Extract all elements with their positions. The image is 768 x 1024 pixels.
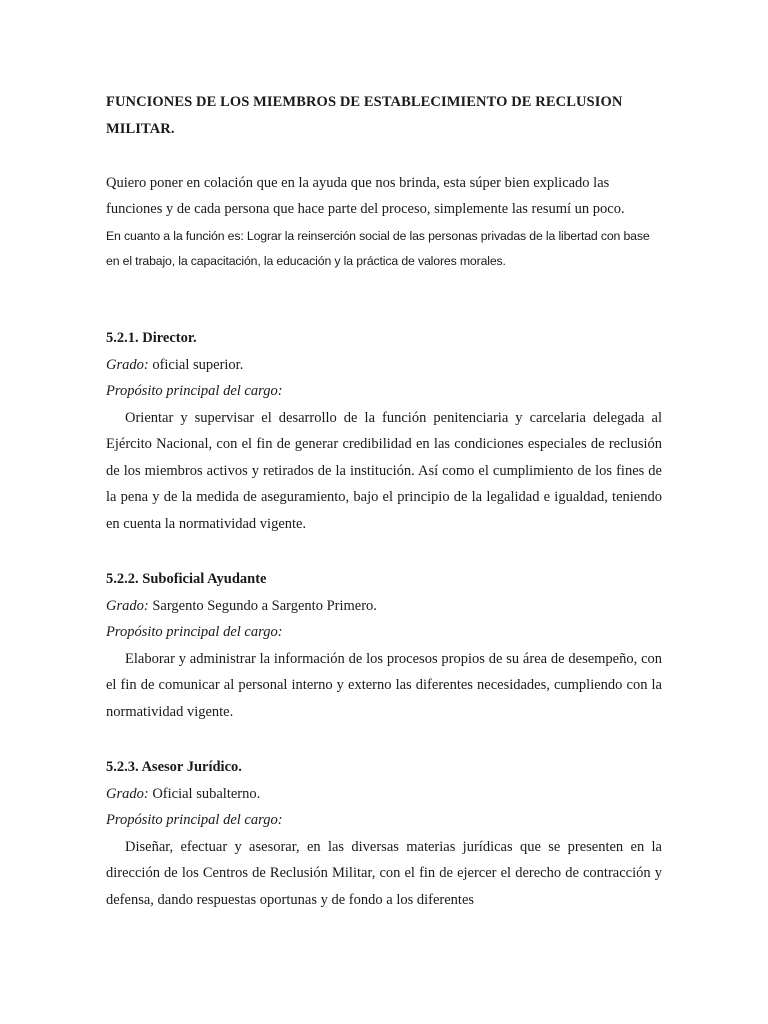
grado-value: oficial superior. [148, 356, 244, 373]
section-body: Diseñar, efectuar y asesorar, en las diversas materias jurídicas que se presenten en la dirección de los Centros de Reclusión Militar, con el fin de ejercer el derecho de contracción y defensa, dando respuestas oportunas y de fondo a los diferentes [106, 838, 662, 908]
section-asesor-juridico [106, 754, 662, 913]
section-body: Orientar y supervisar el desarrollo de la función penitenciaria y carcelaria delegada al Ejército Nacional, con el fin de generar credibilidad en las condiciones especiales de reclusión de los miembros activos y retirados de la institución. Así como el cumplimiento de los fines de la pena y de la medida de aseguramiento, bajo el principio de la legalidad e igualdad, teniendo en cuenta la normatividad vigente. [106, 409, 662, 532]
proposito-label: Propósito principal del cargo: [106, 812, 283, 828]
intro-paragraph: Quiero poner en colación que en la ayuda que nos brinda, esta súper bien explicado las funciones y de cada persona que hace parte del proceso, simplemente las resumí un poco. [106, 175, 625, 217]
section-heading: 5.2.1. Director. [106, 330, 197, 346]
section-suboficial-ayudante [106, 566, 662, 725]
grado-value: Sargento Segundo a Sargento Primero. [148, 597, 377, 614]
grado-label: Grado: [106, 356, 149, 373]
section-heading: 5.2.2. Suboficial Ayudante [106, 571, 267, 587]
proposito-label: Propósito principal del cargo: [106, 383, 283, 399]
grado-line [106, 593, 662, 620]
proposito-label: Propósito principal del cargo: [106, 624, 283, 640]
section-body: Elaborar y administrar la información de los procesos propios de su área de desempeño, con el fin de comunicar al personal interno y externo las diferentes necesidades, cumpliendo con la normatividad vigente. [106, 650, 662, 720]
section-director [106, 325, 662, 537]
grado-label: Grado: [106, 785, 149, 802]
grado-value: Oficial subalterno. [148, 785, 261, 802]
document-title: FUNCIONES DE LOS MIEMBROS DE ESTABLECIMIENTO DE RECLUSION MILITAR. [106, 94, 623, 137]
section-heading: 5.2.3. Asesor Jurídico. [106, 759, 242, 775]
grado-line [106, 352, 662, 379]
grado-line [106, 781, 662, 808]
function-paragraph: En cuanto a la función es: Lograr la reinserción social de las personas privadas de la libertad con base en el trabajo, la capacitación, la educación y la práctica de valores morales. [106, 229, 650, 268]
grado-label: Grado: [106, 597, 149, 614]
